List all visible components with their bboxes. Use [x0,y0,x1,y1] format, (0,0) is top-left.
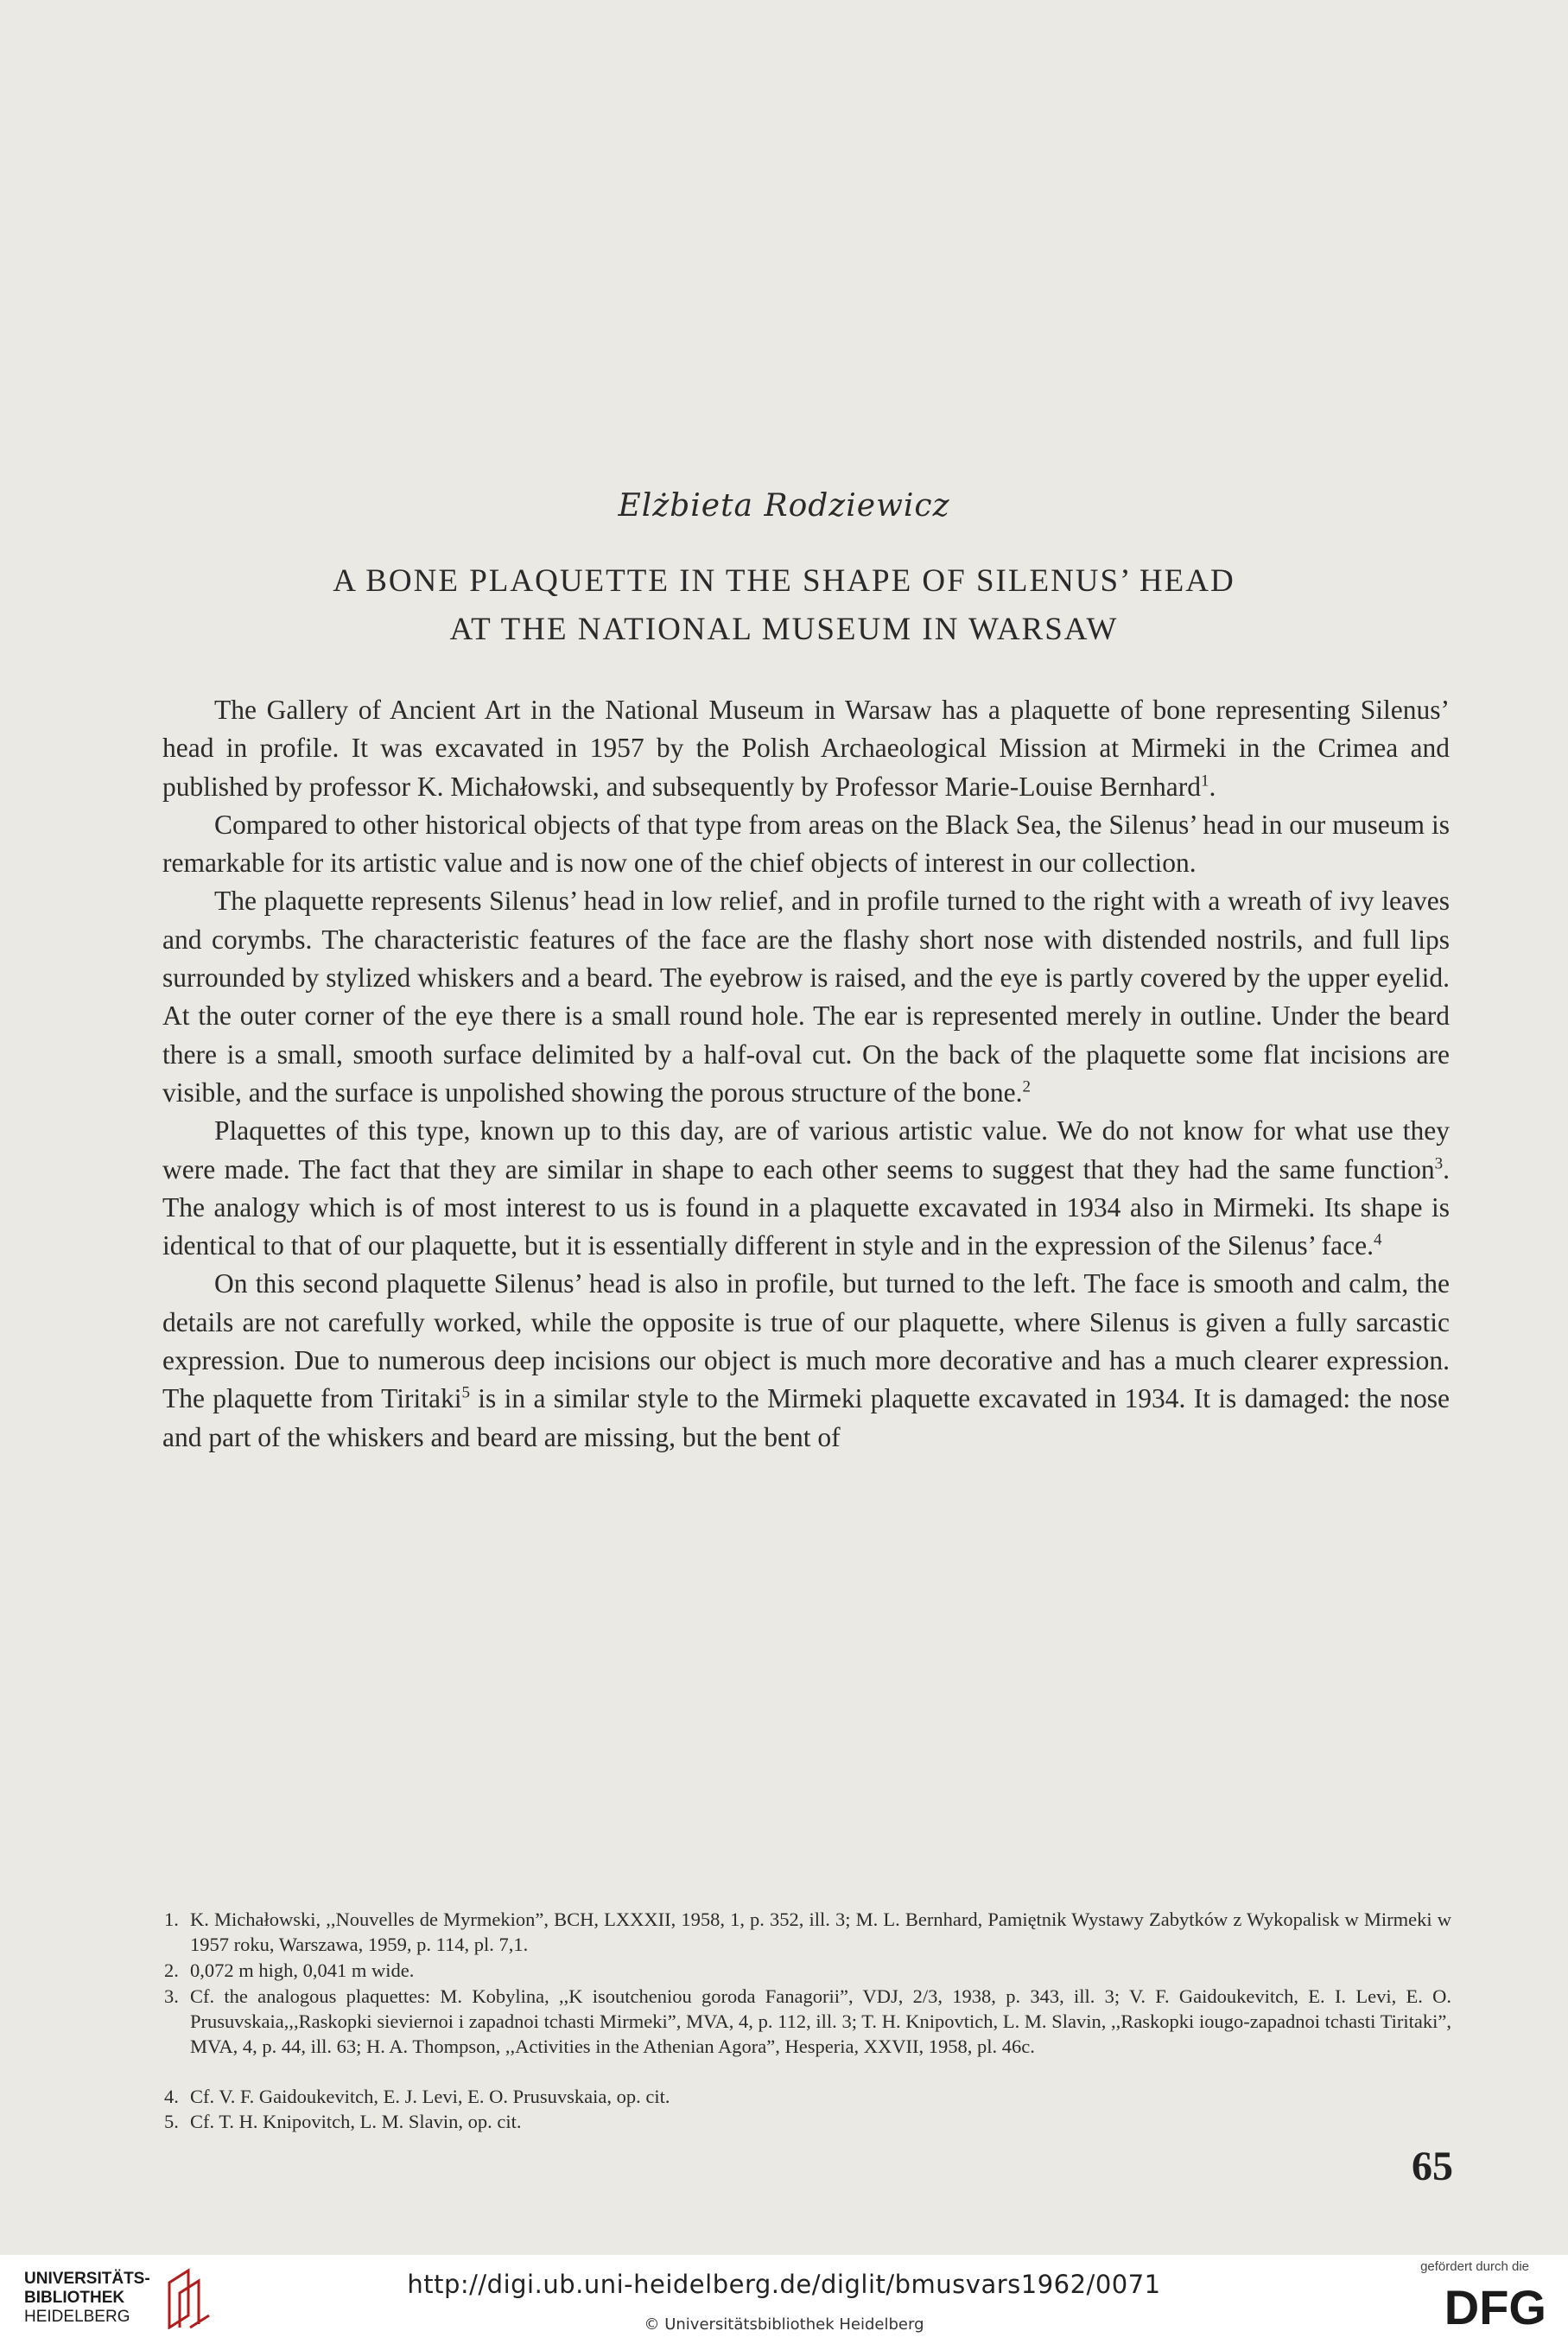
footnote-ref-5[interactable]: 5 [461,1383,470,1402]
footnote-number: 1. [164,1909,179,1930]
paragraph-1: The Gallery of Ancient Art in the National Museum in Warsaw has a plaquette of bone representing Silenus’ head in profile. It was excavated in 1957 by the Polish Archaeological Mission at Mirmeki in the Crimea and published by professor K. Michałowski, and subsequently by Professor Marie-Louise Bernhard$^1$. [162,695,1450,802]
footnote-ref-1[interactable]: 1 [1201,772,1209,791]
footnote-ref-4[interactable]: 4 [1373,1230,1382,1249]
footnote-text: Cf. the analogous plaquettes: M. Kobylina, ,,K isoutcheniou goroda Fanagorii”, VDJ, 2/3, 1938, p. 343, ill. 3; V. F. Gaidoukevitch, E. I. Levi, E. O. Prusuvskaia,,,Raskopki sieviernoi i zapadnoi tchasti Mirmeki”, MVA, 4, p. 112, ill. 3; T. H. Knipovtich, L. M. Slavin, ,,Raskopki iougo-zapadnoi tchasti Tiritaki”, MVA, 4, p. 44, ill. 63; H. A. Thompson, ,,Activities in the Athenian Agora”, Hesperia, XXVII, 1958, pl. 46c. [190,1985,1451,2057]
footnote-ref-3[interactable]: 3 [1434,1154,1444,1173]
paragraph-3: The plaquette represents Silenus’ head in low relief, and in profile turned to the right with a wreath of ivy leaves and corymbs. The characteristic features of the face are the flashy short nose with distended nostrils, and full lips surrounded by stylized whiskers and a beard. The eyebrow is raised, and the eye is partly covered by the upper eyelid. At the outer corner of the eye there is a small round hole. The ear is represented merely in outline. Under the beard there is a small, smooth surface delimited by a half-oval cut. On the back of the plaquette some flat incisions are visible, and the surface is unpolished showing the porous structure of the bone.$^2$ [162,886,1450,1108]
title-line-1: A BONE PLAQUETTE IN THE SHAPE OF SILENUS’ HEAD [333,563,1235,599]
footnote-text: Cf. V. F. Gaidoukevitch, E. J. Levi, E. O. Prusuvskaia, op. cit. [190,2086,670,2107]
footnote-text: Cf. T. H. Knipovitch, L. M. Slavin, op. cit. [190,2111,522,2132]
footnote-number: 5. [164,2111,179,2132]
copyright-notice: © Universitätsbibliothek Heidelberg [644,2315,924,2334]
footnote-number: 4. [164,2086,179,2107]
permalink-url[interactable]: http://digi.ub.uni-heidelberg.de/diglit/bmusvars1962/0071 [407,2270,1161,2299]
library-name: UNIVERSITÄTS- BIBLIOTHEK HEIDELBERG [24,2270,150,2326]
dfg-logo-text: DFG [1444,2280,1546,2331]
article-title [0,557,1568,654]
footnote-2 [164,1958,1451,1983]
dfg-logo[interactable] [1395,2279,1551,2331]
footnote-number: 2. [164,1959,179,1981]
paragraph-4: Plaquettes of this type, known up to this day, are of various artistic value. We do not know for what use they were made. The fact that they are similar in shape to each other seems to suggest that they had the same function$^3$. The analogy which is of most interest to us is found in a plaquette excavated in 1934 also in Mirmeki. Its shape is identical to that of our plaquette, but it is essentially different in style and in the expression of the Silenus’ face.$^4$ [162,1115,1450,1261]
article-body [162,691,1450,1457]
paragraph-2: Compared to other historical objects of that type from areas on the Black Sea, the Silenus’ head in our museum is remarkable for its artistic value and is now one of the chief objects of interest in our collection. [162,809,1450,879]
author-text: Elżbieta Rodziewicz [618,488,950,524]
title-line-2: AT THE NATIONAL MUSEUM IN WARSAW [449,612,1119,647]
footnote-ref-2[interactable]: 2 [1022,1077,1032,1096]
page-number: 65 [1412,2144,1453,2189]
footnote-5 [164,2109,1451,2134]
footnote-3 [164,1984,1451,2059]
author-name [0,488,1568,524]
footnote-text: 0,072 m high, 0,041 m wide. [190,1959,415,1981]
footnote-1 [164,1907,1451,1957]
paragraph-5: On this second plaquette Silenus’ head is also in profile, but turned to the left. The face is smooth and calm, the details are not carefully worked, while the opposite is true of our plaquette, where Silenus is given a fully sarcastic expression. Due to numerous deep incisions our object is much more decorative and has a much clearer expression. The plaquette from Tiritaki$^5$ is in a similar style to the Mirmeki plaquette excavated in 1934. It is damaged: the nose and part of the whiskers and beard are missing, but the bent of [162,1268,1450,1452]
footnote-text: K. Michałowski, ,,Nouvelles de Myrmekion”, BCH, LXXXII, 1958, 1, p. 352, ill. 3; M. L. Bernhard, Pamiętnik Wystawy Zabytków z Wykopalisk w Mirmeki w 1957 roku, Warszawa, 1959, p. 114, pl. 7,1. [190,1909,1451,1955]
footnote-number: 3. [164,1985,179,2007]
funding-note: gefördert durch die [1420,2259,1529,2274]
footnote-4 [164,2084,1451,2109]
